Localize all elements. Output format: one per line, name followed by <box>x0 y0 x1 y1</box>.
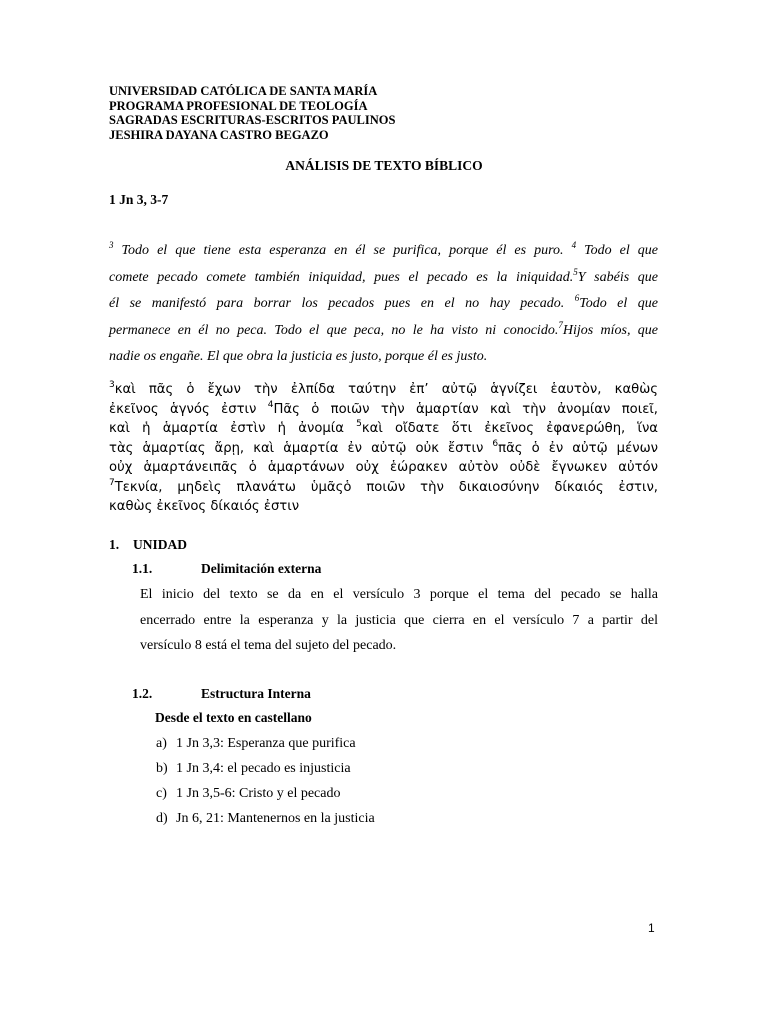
spanish-line-1: $^3$ Todo el que tiene esta esperanza en él se purifica, porque él es puro. $^4$ Todo el que <box>109 240 658 258</box>
spanish-line-2: comete pecado comete también iniquidad, pues el pecado es la iniquidad.$^5$Y sabéis que <box>109 266 658 285</box>
subsection-number: 1.1. <box>132 561 153 576</box>
verse-number: 3 <box>109 240 114 250</box>
list-item-text: Jn 6, 21: Mantenernos en la justicia <box>176 811 375 826</box>
subsection-heading-delimitacion <box>132 561 321 577</box>
verse-number: 5 <box>573 266 578 277</box>
section-heading-unidad <box>109 537 187 553</box>
spanish-verses <box>109 238 658 371</box>
list-item-text: 1 Jn 3,5-6: Cristo y el pecado <box>176 786 341 801</box>
subsection-number: 1.2. <box>132 686 153 701</box>
subsection-heading-estructura <box>132 686 311 702</box>
subsection-title: Estructura Interna <box>201 686 311 701</box>
subsection-title: Delimitación externa <box>201 561 322 576</box>
verse-number: 6 <box>492 438 499 449</box>
spanish-line-5: nadie os engañe. El que obra la justicia es justo, porque él es justo. <box>109 349 488 364</box>
greek-line-2: ἐκεῖνος ἁγνός ἐστιν $^4$Πᾶς ὁ ποιῶν τὴν ἁμαρτίαν καὶ τὴν ἀνομίαν ποιεῖ, <box>109 399 658 417</box>
greek-line-7: καθὼς ἐκεῖνος δίκαιός ἐστιν <box>109 499 300 514</box>
structure-list <box>156 736 375 836</box>
section-title: UNIDAD <box>133 537 187 552</box>
document-title: ANÁLISIS DE TEXTO BÍBLICO <box>285 158 483 173</box>
program-name: PROGRAMA PROFESIONAL DE TEOLOGÍA <box>109 98 368 113</box>
list-item-text: 1 Jn 3,3: Esperanza que purifica <box>176 736 356 751</box>
course-name: SAGRADAS ESCRITURAS-ESCRITOS PAULINOS <box>109 113 396 127</box>
page-number: 1 <box>648 921 655 935</box>
verse-number: 5 <box>356 419 362 429</box>
list-marker: c) <box>156 786 167 801</box>
list-item <box>156 811 375 836</box>
verse-number: 4 <box>571 240 577 250</box>
list-item-text: 1 Jn 3,4: el pecado es injusticia <box>176 761 351 776</box>
greek-line-4: τὰς ἁμαρτίας ἄρῃ, καὶ ἁμαρτία ἐν αὐτῷ οὐκ ἔστιν $^6$πᾶς ὁ ἐν αὐτῷ μένων <box>109 438 658 456</box>
greek-line-5: οὐχ ἁμαρτάνειπᾶς ὁ ἁμαρτάνων οὐχ ἑώρακεν αὐτὸν οὐδὲ ἔγνωκεν αὐτόν <box>109 460 658 475</box>
author-name: JESHIRA DAYANA CASTRO BEGAZO <box>109 127 329 142</box>
list-item <box>156 736 375 761</box>
spanish-line-4: permanece en él no peca. Todo el que peca, no le ha visto ni conocido.$^7$Hijos míos, que <box>109 319 658 338</box>
verse-number: 7 <box>109 477 115 488</box>
verse-number: 3 <box>109 380 115 390</box>
greek-line-3: καὶ ἡ ἁμαρτία ἐστὶν ἡ ἀνομία $^5$καὶ οἴδατε ὅτι ἐκεῖνος ἐφανερώθη, ἵνα <box>109 419 658 436</box>
section-number: 1. <box>109 537 120 552</box>
spanish-line-3: él se manifestó para borrar los pecados pues en el no hay pecado. $^6$Todo el que <box>109 293 658 311</box>
list-item <box>156 786 375 811</box>
verse-number: 7 <box>558 319 563 330</box>
university-name: UNIVERSIDAD CATÓLICA DE SANTA MARÍA <box>109 84 378 98</box>
document-header <box>109 84 395 142</box>
list-marker: b) <box>156 761 168 776</box>
paragraph-line: encerrado entre la esperanza y la justicia que cierra en el versículo 7 a partir del <box>140 612 658 628</box>
greek-line-1: $^3$καὶ πᾶς ὁ ἔχων τὴν ἐλπίδα ταύτην ἐπ’ αὐτῷ ἁγνίζει ἑαυτὸν, καθὼς <box>109 380 658 397</box>
verse-number: 6 <box>574 293 580 303</box>
list-item <box>156 761 375 786</box>
delimitacion-paragraph <box>140 582 658 659</box>
paragraph-line: El inicio del texto se da en el versículo 3 porque el tema del pecado se halla <box>140 587 658 602</box>
bible-reference: 1 Jn 3, 3-7 <box>109 192 169 207</box>
paragraph-line: versículo 8 está el tema del sujeto del pecado. <box>140 638 397 653</box>
verse-number: 4 <box>267 399 274 410</box>
list-marker: d) <box>156 811 168 826</box>
greek-verses <box>109 380 658 517</box>
list-marker: a) <box>156 736 167 751</box>
subheading-castellano: Desde el texto en castellano <box>155 710 312 725</box>
greek-line-6: $^7$Τεκνία, μηδεὶς πλανάτω ὑμᾶςὁ ποιῶν τὴν δικαιοσύνην δίκαιός ἐστιν, <box>109 477 658 495</box>
